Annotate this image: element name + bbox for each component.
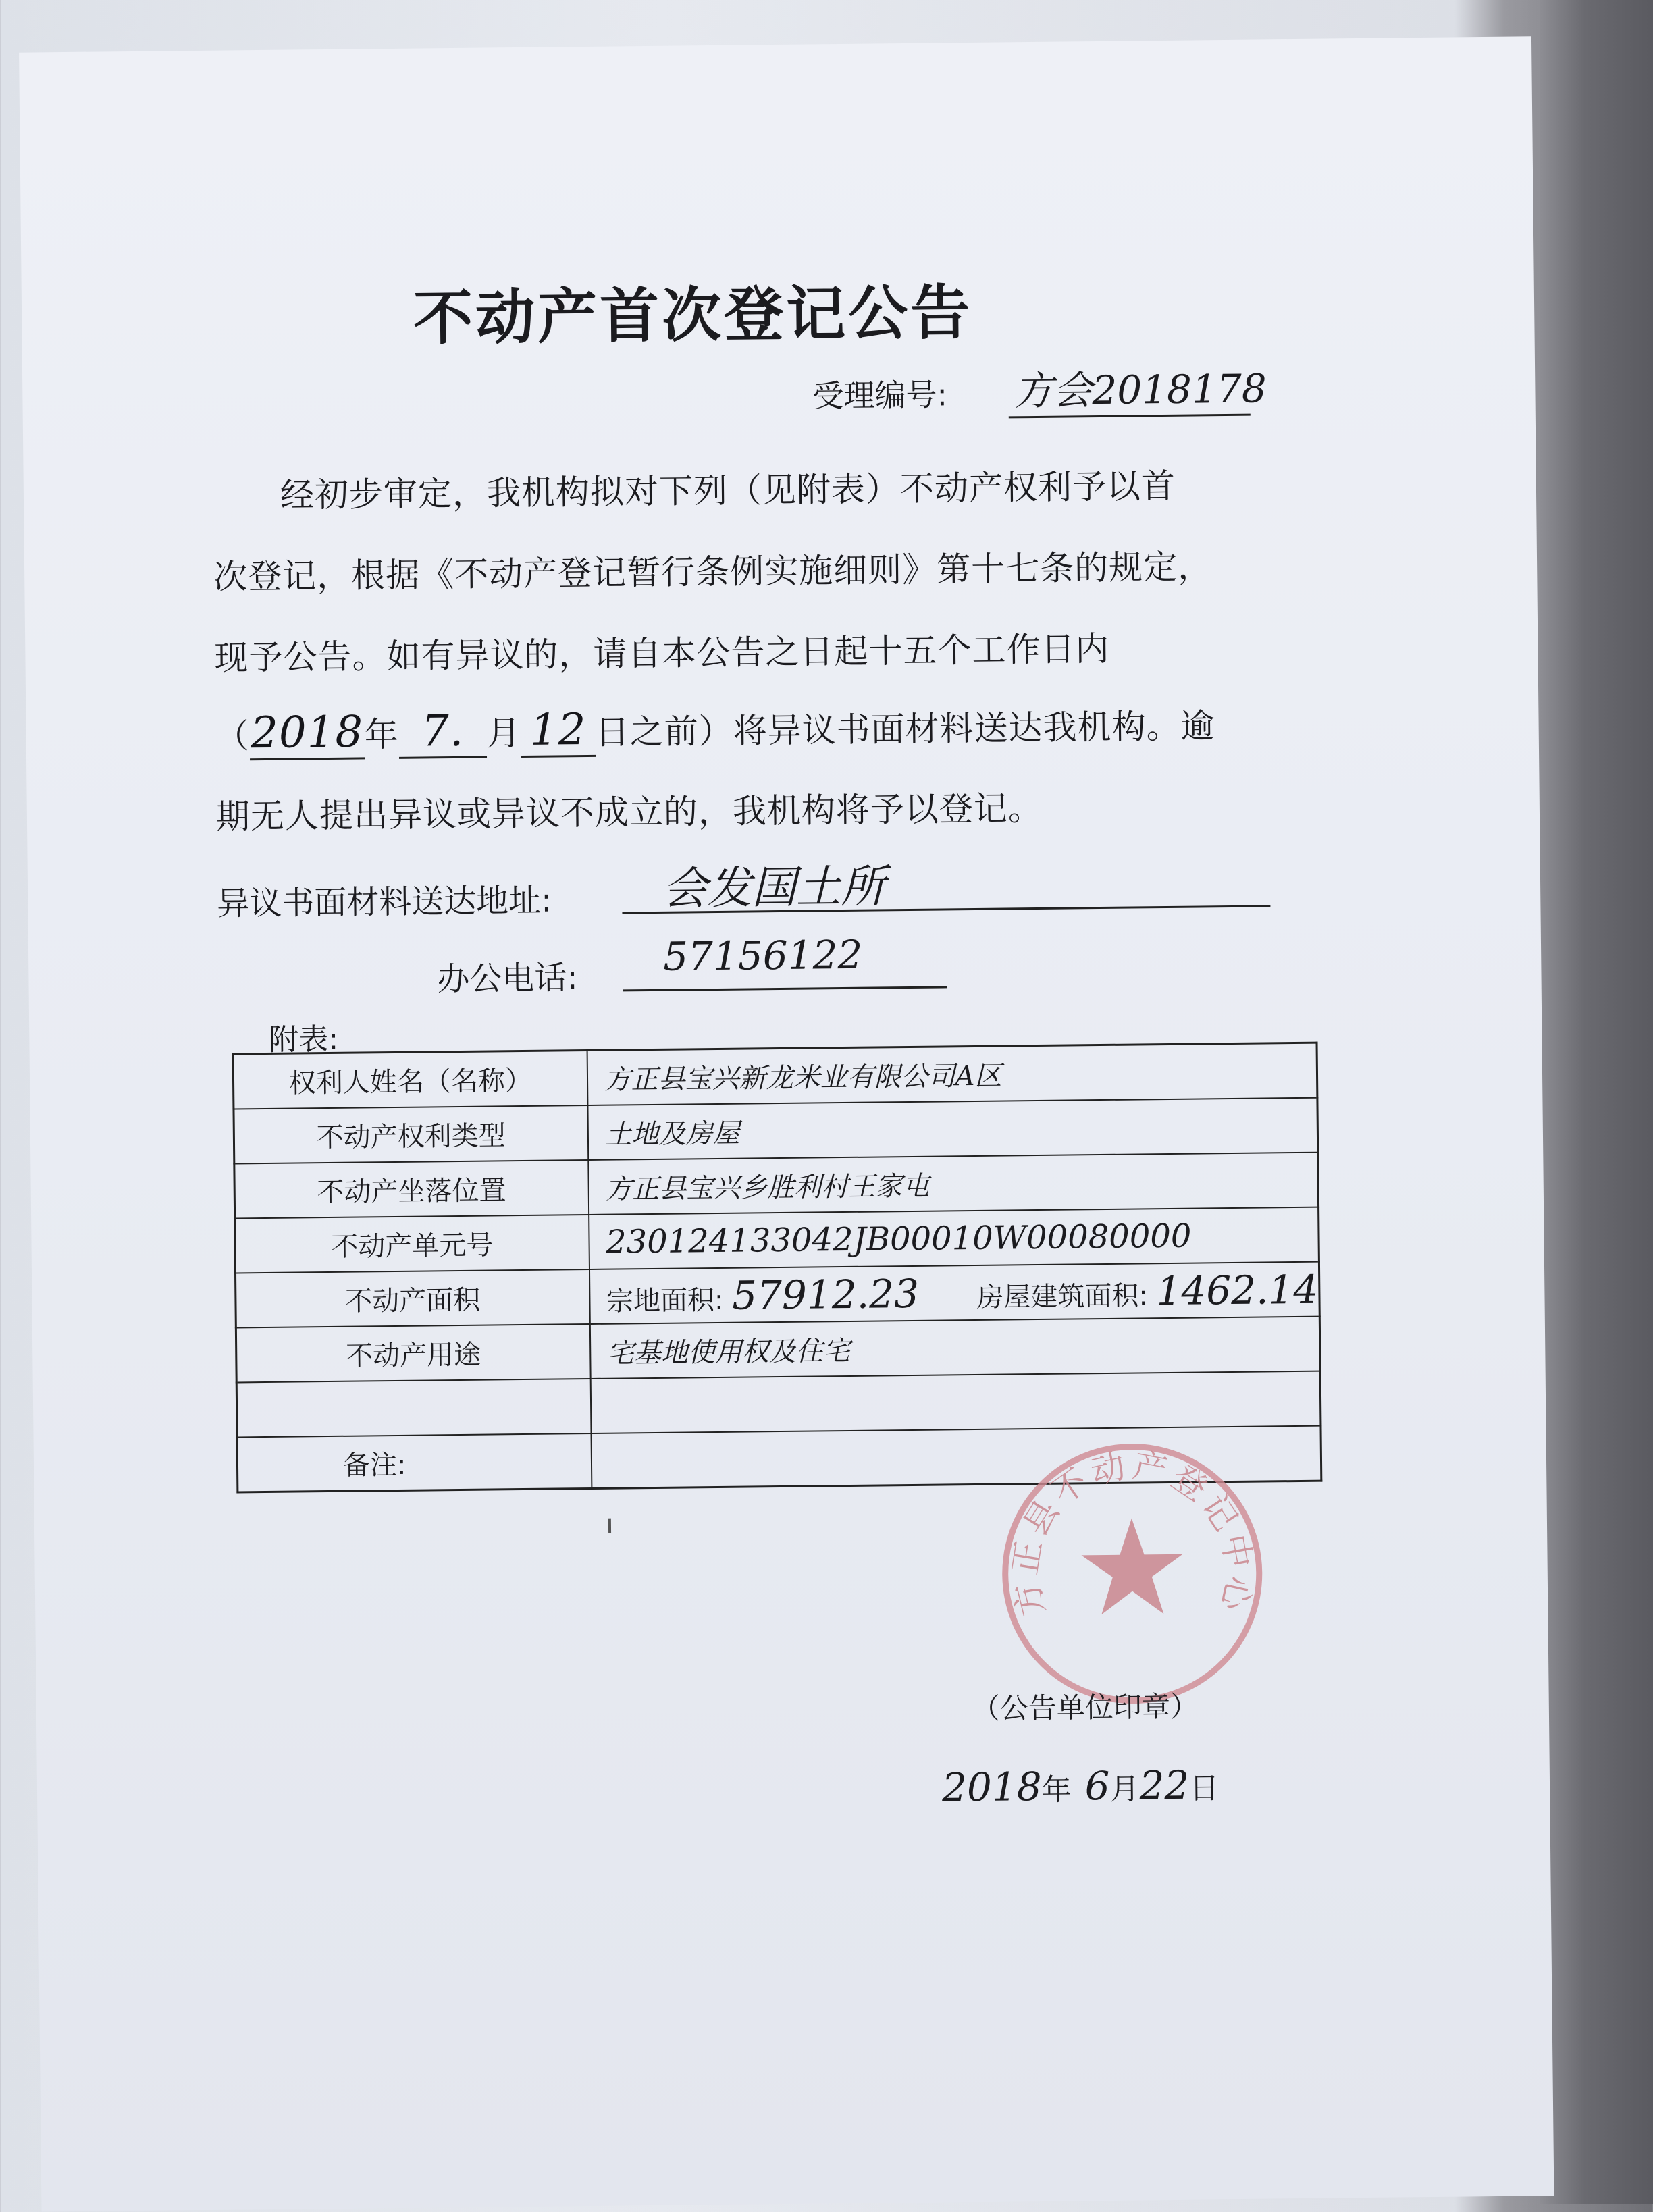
seal-text: 方正县不动产登记中心: [1005, 1445, 1259, 1621]
office-phone-label: 办公电话:: [437, 959, 578, 999]
body-line-4-rest: 日之前）将异议书面材料送达我机构。逾: [595, 706, 1215, 752]
body-line-5: 期无人提出异议或异议不成立的，我机构将予以登记。: [215, 788, 1043, 837]
building-area-value: 1462.14: [1156, 1266, 1319, 1314]
office-phone-value: 57156122: [623, 930, 947, 991]
sign-day-char: 日: [1189, 1771, 1219, 1806]
deadline-year: 2018: [249, 707, 365, 760]
objection-address-label: 异议书面材料送达地址:: [216, 881, 552, 923]
year-char: 年: [364, 714, 399, 755]
seal-caption: （公告单位印章）: [971, 1689, 1199, 1726]
unit-number-label: 不动产单元号: [235, 1215, 589, 1273]
unit-number-value: 230124133042JB00010W00080000: [589, 1207, 1319, 1269]
open-paren: （: [215, 716, 250, 756]
month-char: 月: [486, 713, 521, 754]
deadline-month: 7.: [398, 706, 487, 759]
right-type-value: 土地及房屋: [587, 1098, 1318, 1160]
usage-value: 宅基地使用权及住宅: [589, 1317, 1320, 1379]
acceptance-number-label: 受理编号:: [812, 376, 948, 415]
deadline-day: 12: [521, 705, 596, 758]
holder-label: 权利人姓名（名称）: [233, 1051, 587, 1109]
area-label: 不动产面积: [236, 1269, 590, 1327]
right-type-label: 不动产权利类型: [234, 1105, 588, 1163]
star-icon: [1081, 1518, 1183, 1615]
sign-month-char: 月: [1109, 1772, 1140, 1807]
land-area-label: 宗地面积:: [606, 1284, 724, 1317]
area-value-cell: [589, 1262, 1320, 1324]
body-line-4: [215, 698, 1215, 761]
page-title: 不动产首次登记公告: [413, 277, 973, 353]
annex-label: 附表:: [269, 1022, 339, 1057]
objection-address-value: 会发国土所: [622, 846, 1271, 914]
sign-month: 6: [1084, 1762, 1110, 1810]
body-line-2: 次登记，根据《不动产登记暂行条例实施细则》第十七条的规定，: [213, 547, 1213, 597]
sign-year: 2018: [941, 1764, 1043, 1811]
sign-year-char: 年: [1041, 1772, 1072, 1808]
empty-label-cell: [236, 1379, 591, 1437]
background-shadow: [1540, 0, 1653, 2204]
pen-mark: [608, 1519, 611, 1533]
official-seal: [996, 1438, 1269, 1710]
usage-label: 不动产用途: [236, 1324, 590, 1382]
holder-value: 方正县宝兴新龙米业有限公司A区: [587, 1043, 1317, 1105]
body-line-1: 经初步审定，我机构拟对下列（见附表）不动产权利予以首: [280, 466, 1176, 515]
remarks-label: 备注:: [237, 1433, 592, 1492]
annex-table: [232, 1042, 1323, 1494]
sign-day: 22: [1139, 1762, 1190, 1809]
body-line-3: 现予公告。如有异议的，请自本公告之日起十五个工作日内: [214, 629, 1110, 678]
land-area-value: 57912.23: [731, 1270, 920, 1319]
sign-date: [942, 1762, 1219, 1810]
location-label: 不动产坐落位置: [234, 1160, 589, 1218]
acceptance-number-value: 方会2018178: [1008, 357, 1251, 419]
notice-paper: [19, 36, 1554, 2211]
empty-value-cell: [590, 1371, 1321, 1433]
location-value: 方正县宝兴乡胜利村王家屯: [588, 1153, 1319, 1215]
building-area-label: 房屋建筑面积:: [976, 1280, 1149, 1313]
